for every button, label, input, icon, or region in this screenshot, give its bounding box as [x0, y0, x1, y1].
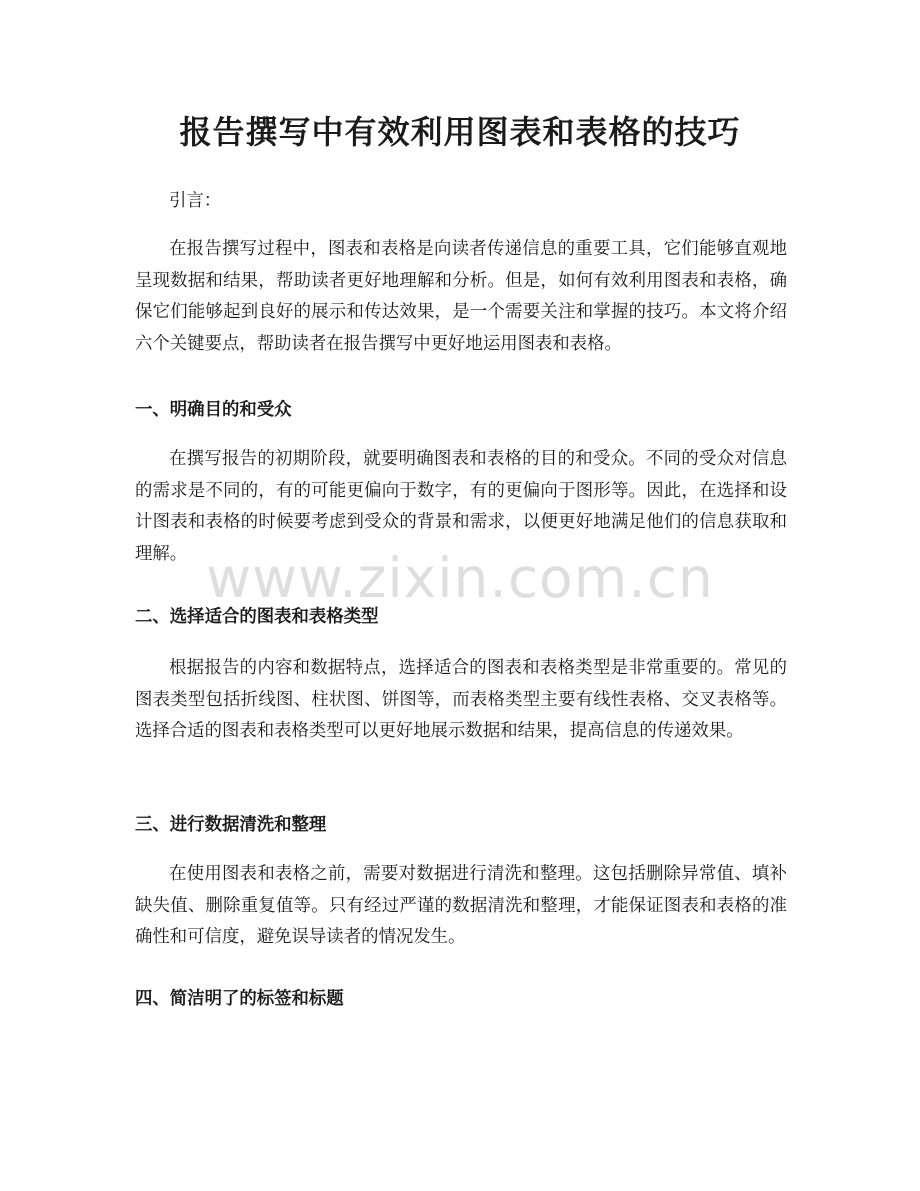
section-heading-2: 二、选择适合的图表和表格类型 — [135, 607, 379, 627]
intro-paragraph: 在报告撰写过程中，图表和表格是向读者传递信息的重要工具，它们能够直观地呈现数据和结果，帮助读者更好地理解和分析。但是，如何有效利用图表和表格，确保它们能够起到良好的展示和传达效果，是一个需要关注和掌握的技巧。本文将介绍六个关键要点，帮助读者在报告撰写中更好地运用图表和表格。 — [135, 239, 787, 354]
section-paragraph-2: 根据报告的内容和数据特点，选择适合的图表和表格类型是非常重要的。常见的图表类型包括折线图、柱状图、饼图等，而表格类型主要有线性表格、交叉表格等。选择合适的图表和表格类型可以更好地展示数据和结果，提高信息的传递效果。 — [135, 658, 787, 741]
watermark: www.zixin.com.cn — [206, 546, 714, 610]
section-heading-4: 四、简洁明了的标签和标题 — [135, 989, 344, 1009]
section-heading-1: 一、明确目的和受众 — [135, 400, 292, 420]
intro-label: 引言： — [169, 191, 222, 211]
section-paragraph-3: 在使用图表和表格之前，需要对数据进行清洗和整理。这包括删除异常值、填补缺失值、删除重复值等。只有经过严谨的数据清洗和整理，才能保证图表和表格的准确性和可信度，避免误导读者的情况发生。 — [135, 864, 787, 947]
section-paragraph-1: 在撰写报告的初期阶段，就要明确图表和表格的目的和受众。不同的受众对信息的需求是不同的，有的可能更偏向于数字，有的更偏向于图形等。因此，在选择和设计图表和表格的时候要考虑到受众的背景和需求，以便更好地满足他们的信息获取和理解。 — [135, 449, 787, 564]
section-heading-3: 三、进行数据清洗和整理 — [135, 815, 327, 835]
document-title: 报告撰写中有效利用图表和表格的技巧 — [179, 113, 741, 151]
